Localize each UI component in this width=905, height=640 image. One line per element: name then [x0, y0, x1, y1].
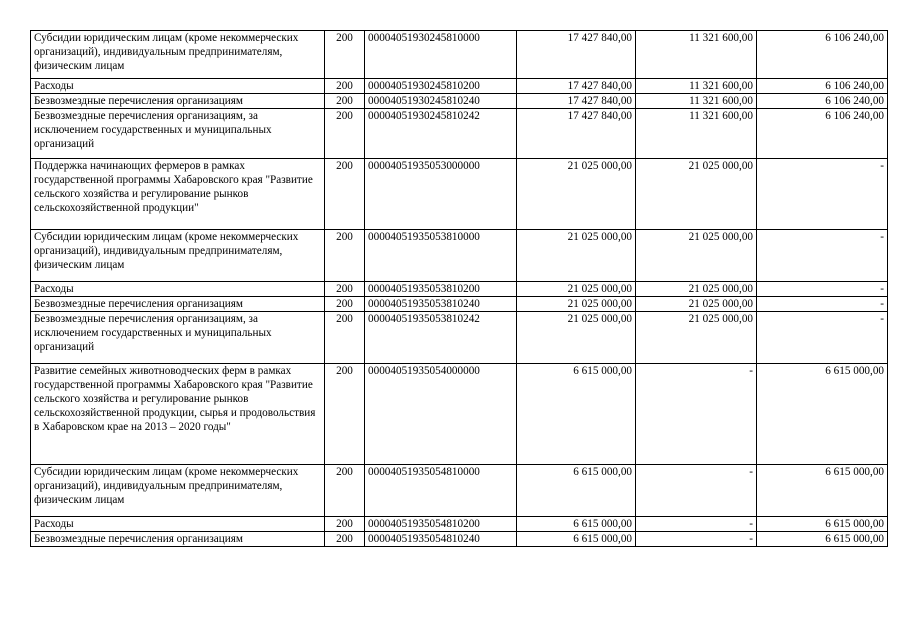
- row-executed-cell: 21 025 000,00: [636, 297, 757, 312]
- row-plan-cell: 6 615 000,00: [517, 532, 636, 547]
- row-classification-code-cell: 00004051930245810242: [365, 109, 517, 159]
- row-admin-code-cell: 200: [325, 282, 365, 297]
- row-admin-code-cell: 200: [325, 109, 365, 159]
- budget-table-body: [31, 31, 888, 547]
- row-plan-cell: 17 427 840,00: [517, 79, 636, 94]
- row-name-cell: Безвозмездные перечисления организациям, за исключением государственных и муниципальных организаций: [31, 312, 325, 364]
- row-plan-cell: 21 025 000,00: [517, 297, 636, 312]
- row-classification-code-cell: 00004051935053000000: [365, 159, 517, 230]
- row-admin-code-cell: 200: [325, 532, 365, 547]
- row-plan-cell: 21 025 000,00: [517, 159, 636, 230]
- row-classification-code-cell: 00004051935054810200: [365, 517, 517, 532]
- row-executed-cell: -: [636, 517, 757, 532]
- row-executed-cell: -: [636, 532, 757, 547]
- row-executed-cell: -: [636, 465, 757, 517]
- row-remainder-cell: 6 615 000,00: [757, 517, 888, 532]
- row-name-cell: Развитие семейных животноводческих ферм в рамках государственной программы Хабаровского края "Развитие сельского хозяйства и регулирование рынков сельскохозяйственной продукции, сырья и продовольствия в Хабаровском крае на 2013 – 2020 годы": [31, 364, 325, 465]
- row-name-cell: Расходы: [31, 79, 325, 94]
- row-admin-code-cell: 200: [325, 159, 365, 230]
- row-admin-code-cell: 200: [325, 465, 365, 517]
- row-plan-cell: 17 427 840,00: [517, 31, 636, 79]
- row-classification-code-cell: 00004051935053810200: [365, 282, 517, 297]
- row-name-cell: Безвозмездные перечисления организациям: [31, 94, 325, 109]
- row-remainder-cell: 6 106 240,00: [757, 109, 888, 159]
- row-executed-cell: 11 321 600,00: [636, 31, 757, 79]
- row-plan-cell: 6 615 000,00: [517, 364, 636, 465]
- row-executed-cell: 11 321 600,00: [636, 79, 757, 94]
- row-classification-code-cell: 00004051935053810240: [365, 297, 517, 312]
- table-row: [31, 282, 888, 297]
- row-plan-cell: 21 025 000,00: [517, 312, 636, 364]
- table-row: [31, 532, 888, 547]
- row-admin-code-cell: 200: [325, 364, 365, 465]
- table-row: [31, 465, 888, 517]
- row-admin-code-cell: 200: [325, 297, 365, 312]
- row-plan-cell: 21 025 000,00: [517, 230, 636, 282]
- table-row: [31, 312, 888, 364]
- table-row: [31, 230, 888, 282]
- row-remainder-cell: 6 615 000,00: [757, 532, 888, 547]
- row-executed-cell: -: [636, 364, 757, 465]
- table-row: [31, 297, 888, 312]
- row-plan-cell: 6 615 000,00: [517, 465, 636, 517]
- row-remainder-cell: -: [757, 297, 888, 312]
- row-executed-cell: 21 025 000,00: [636, 312, 757, 364]
- row-name-cell: Безвозмездные перечисления организациям, за исключением государственных и муниципальных организаций: [31, 109, 325, 159]
- row-plan-cell: 17 427 840,00: [517, 94, 636, 109]
- table-row: [31, 364, 888, 465]
- row-name-cell: Поддержка начинающих фермеров в рамках государственной программы Хабаровского края "Развитие сельского хозяйства и регулирование рынков сельскохозяйственной продукции": [31, 159, 325, 230]
- row-name-cell: Субсидии юридическим лицам (кроме некоммерческих организаций), индивидуальным предпринимателям, физическим лицам: [31, 31, 325, 79]
- row-remainder-cell: 6 106 240,00: [757, 31, 888, 79]
- row-name-cell: Расходы: [31, 517, 325, 532]
- row-remainder-cell: -: [757, 282, 888, 297]
- table-row: [31, 109, 888, 159]
- row-remainder-cell: 6 106 240,00: [757, 94, 888, 109]
- row-admin-code-cell: 200: [325, 94, 365, 109]
- row-classification-code-cell: 00004051935053810000: [365, 230, 517, 282]
- row-admin-code-cell: 200: [325, 312, 365, 364]
- row-executed-cell: 11 321 600,00: [636, 109, 757, 159]
- table-row: [31, 159, 888, 230]
- row-classification-code-cell: 00004051930245810240: [365, 94, 517, 109]
- row-admin-code-cell: 200: [325, 517, 365, 532]
- row-remainder-cell: 6 615 000,00: [757, 364, 888, 465]
- row-executed-cell: 21 025 000,00: [636, 230, 757, 282]
- row-name-cell: Субсидии юридическим лицам (кроме некоммерческих организаций), индивидуальным предпринимателям, физическим лицам: [31, 465, 325, 517]
- row-executed-cell: 21 025 000,00: [636, 159, 757, 230]
- row-classification-code-cell: 00004051935054000000: [365, 364, 517, 465]
- row-remainder-cell: 6 615 000,00: [757, 465, 888, 517]
- row-name-cell: Безвозмездные перечисления организациям: [31, 297, 325, 312]
- row-plan-cell: 17 427 840,00: [517, 109, 636, 159]
- table-row: [31, 31, 888, 79]
- row-name-cell: Расходы: [31, 282, 325, 297]
- row-name-cell: Субсидии юридическим лицам (кроме некоммерческих организаций), индивидуальным предпринимателям, физическим лицам: [31, 230, 325, 282]
- row-plan-cell: 21 025 000,00: [517, 282, 636, 297]
- row-admin-code-cell: 200: [325, 79, 365, 94]
- budget-table: [30, 30, 888, 547]
- row-classification-code-cell: 00004051935053810242: [365, 312, 517, 364]
- row-classification-code-cell: 00004051935054810000: [365, 465, 517, 517]
- table-row: [31, 94, 888, 109]
- row-admin-code-cell: 200: [325, 230, 365, 282]
- row-classification-code-cell: 00004051930245810200: [365, 79, 517, 94]
- row-remainder-cell: 6 106 240,00: [757, 79, 888, 94]
- row-remainder-cell: -: [757, 312, 888, 364]
- row-name-cell: Безвозмездные перечисления организациям: [31, 532, 325, 547]
- row-plan-cell: 6 615 000,00: [517, 517, 636, 532]
- row-admin-code-cell: 200: [325, 31, 365, 79]
- table-row: [31, 517, 888, 532]
- row-classification-code-cell: 00004051930245810000: [365, 31, 517, 79]
- row-executed-cell: 21 025 000,00: [636, 282, 757, 297]
- row-classification-code-cell: 00004051935054810240: [365, 532, 517, 547]
- table-row: [31, 79, 888, 94]
- row-executed-cell: 11 321 600,00: [636, 94, 757, 109]
- row-remainder-cell: -: [757, 159, 888, 230]
- row-remainder-cell: -: [757, 230, 888, 282]
